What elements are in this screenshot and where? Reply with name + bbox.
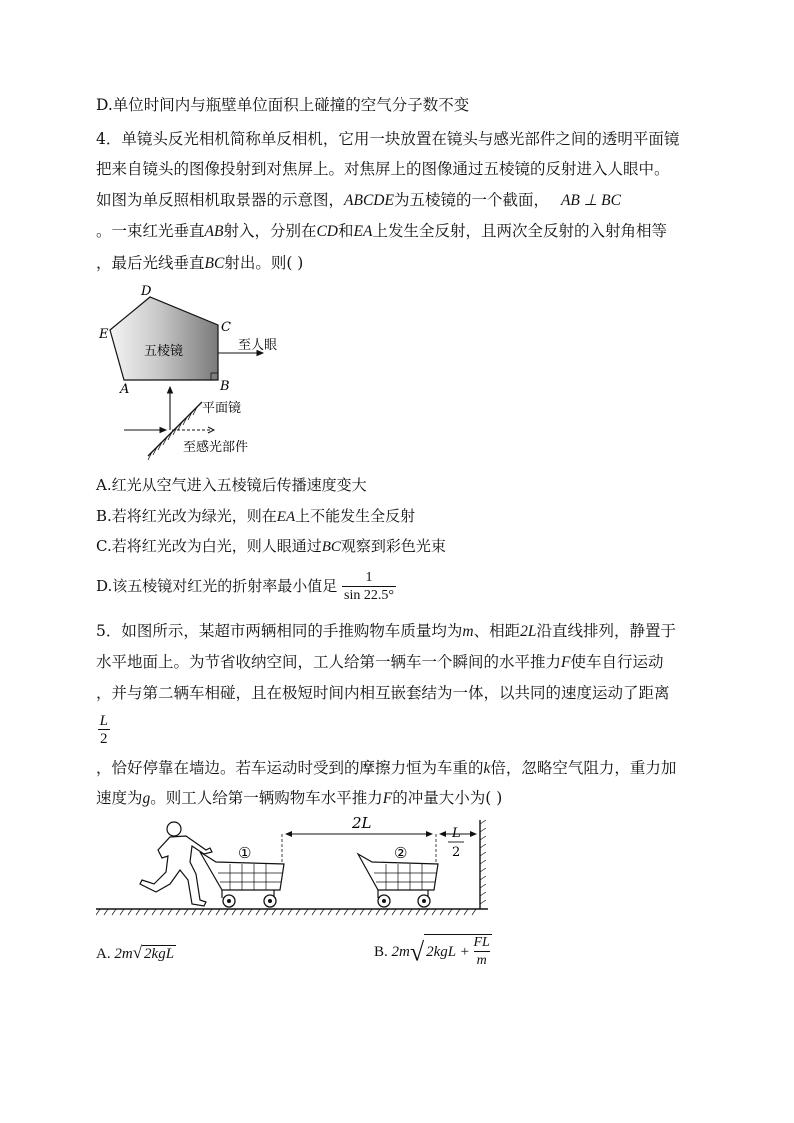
text: 上不能发生全反射 [295, 507, 416, 525]
q4-stem-line-3 [96, 190, 621, 211]
text: 观察到彩色光束 [340, 537, 446, 555]
text: 沿直线排列，静置于 [536, 622, 676, 640]
mirror-label: 平面镜 [202, 401, 242, 416]
text: 水平地面上。为节省收纳空间，工人给第一辆车一个瞬间的水平推力 [96, 653, 562, 671]
text: 5．如图所示，某超市两辆相同的手推购物车质量均为 [96, 622, 463, 640]
fraction-numerator: L [99, 713, 108, 729]
q5-stem-line-1 [96, 621, 676, 642]
ground-hatching [96, 909, 476, 915]
text: C.若将红光改为白光，则人眼通过 [96, 537, 322, 555]
var: k [483, 760, 491, 777]
var: BC [204, 255, 225, 272]
text: 的冲量大小为( ) [392, 789, 503, 807]
var: F [561, 654, 571, 671]
q5-stem-line-3: ，并与第二辆车相碰，且在极短时间内相互嵌套结为一体，以共同的速度运动了距离 [96, 684, 670, 702]
q4-stem-line-4 [96, 221, 667, 242]
distance-2l-label: 2L [352, 814, 372, 832]
q5-stem-line-2 [96, 652, 664, 673]
var: g [142, 790, 151, 807]
radicand-term: 2kgL + [426, 944, 470, 960]
text: 使车自行运动 [570, 653, 664, 671]
cart-1-label: ① [238, 844, 252, 862]
text: 倍，忽略空气阻力，重力加 [490, 759, 677, 777]
fraction-numerator: 1 [365, 569, 373, 585]
q5-stem-line-5 [96, 788, 502, 809]
option-d-fraction [342, 570, 396, 605]
q4-option-c [96, 536, 446, 557]
q3-option-d: D.单位时间内与瓶壁单位面积上碰撞的空气分子数不变 [96, 96, 470, 114]
text: 射入，分别在 [223, 222, 317, 240]
text: ，最后光线垂直 [96, 254, 205, 272]
cart-2-label: ② [394, 844, 408, 862]
q4-option-a: A.红光从空气进入五棱镜后传播速度变大 [96, 476, 367, 494]
var: 2L [520, 623, 537, 640]
option-letter: B. [374, 944, 388, 960]
var: AB [204, 223, 224, 240]
q5-option-a [96, 943, 176, 964]
vertex-b-label: B [220, 379, 230, 394]
fraction-denominator: 2 [100, 731, 108, 747]
q5-stem-line-4 [96, 758, 676, 779]
to-eye-label: 至人眼 [238, 338, 278, 353]
coefficient: 2m [114, 946, 133, 962]
text: 为五棱镜的一个截面， [393, 191, 549, 209]
option-letter: A. [96, 946, 111, 962]
q5-option-b [374, 932, 492, 973]
half-distance-denominator: 2 [452, 845, 461, 860]
sqrt-sign: √ [409, 937, 425, 967]
text: 、相距 [473, 622, 521, 640]
coefficient: 2m [391, 944, 410, 960]
fraction-numerator: FL [473, 935, 490, 951]
fraction-denominator: sin 22.5° [344, 587, 394, 603]
perpendicular-expression: AB ⊥ BC [560, 192, 621, 209]
var: CD [316, 223, 339, 240]
prism-name: ABCDE [344, 192, 394, 209]
pentaprism-shape [110, 297, 218, 380]
vertex-d-label: D [141, 284, 152, 299]
text: 。一束红光垂直 [96, 222, 205, 240]
text: 。则工人给第一辆购物车水平推力 [150, 789, 383, 807]
text: 上发生全反射，且两次全反射的入射角相等 [372, 222, 667, 240]
worker-figure [140, 822, 212, 906]
vertex-e-label: E [99, 327, 109, 342]
text: ，恰好停靠在墙边。若车运动时受到的摩擦力恒为车重的 [96, 759, 484, 777]
q5-distance-fraction [98, 713, 110, 748]
text: 和 [338, 222, 354, 240]
var: EA [353, 223, 373, 240]
shopping-carts-figure [96, 812, 496, 920]
q4-option-d [96, 566, 396, 606]
q4-stem-line-2: 把来自镜头的图像投射到对焦屏上。对焦屏上的图像通过五棱镜的反射进入人眼中。 [96, 160, 670, 178]
radicand [424, 934, 492, 970]
var: F [382, 790, 393, 807]
vertex-c-label: C [221, 320, 231, 335]
text: 速度为 [96, 789, 143, 807]
pentaprism-figure [90, 280, 290, 470]
q4-option-b [96, 506, 415, 527]
q4-stem-line-1: 4．单镜头反光相机简称单反相机，它用一块放置在镜头与感光部件之间的透明平面镜 [96, 130, 680, 148]
text: 如图为单反照相机取景器的示意图， [96, 191, 345, 209]
text: D.该五棱镜对红光的折射率最小值足 [96, 577, 338, 595]
var: EA [276, 509, 296, 525]
prism-label: 五棱镜 [144, 344, 184, 359]
wall-hatching [480, 820, 486, 904]
q4-stem-line-5 [96, 253, 303, 274]
var: BC [321, 539, 341, 555]
half-distance-numerator: L [452, 826, 461, 841]
vertex-a-label: A [120, 382, 130, 397]
text: B.若将红光改为绿光，则在 [96, 507, 277, 525]
sqrt-sign: √ [132, 943, 143, 962]
radicand-fraction [474, 935, 490, 970]
var: m [462, 623, 474, 640]
to-sensor-label: 至感光部件 [183, 440, 249, 455]
fraction-denominator: m [474, 951, 490, 970]
text: 射出。则( ) [224, 254, 304, 272]
radicand: 2kgL [144, 946, 175, 962]
